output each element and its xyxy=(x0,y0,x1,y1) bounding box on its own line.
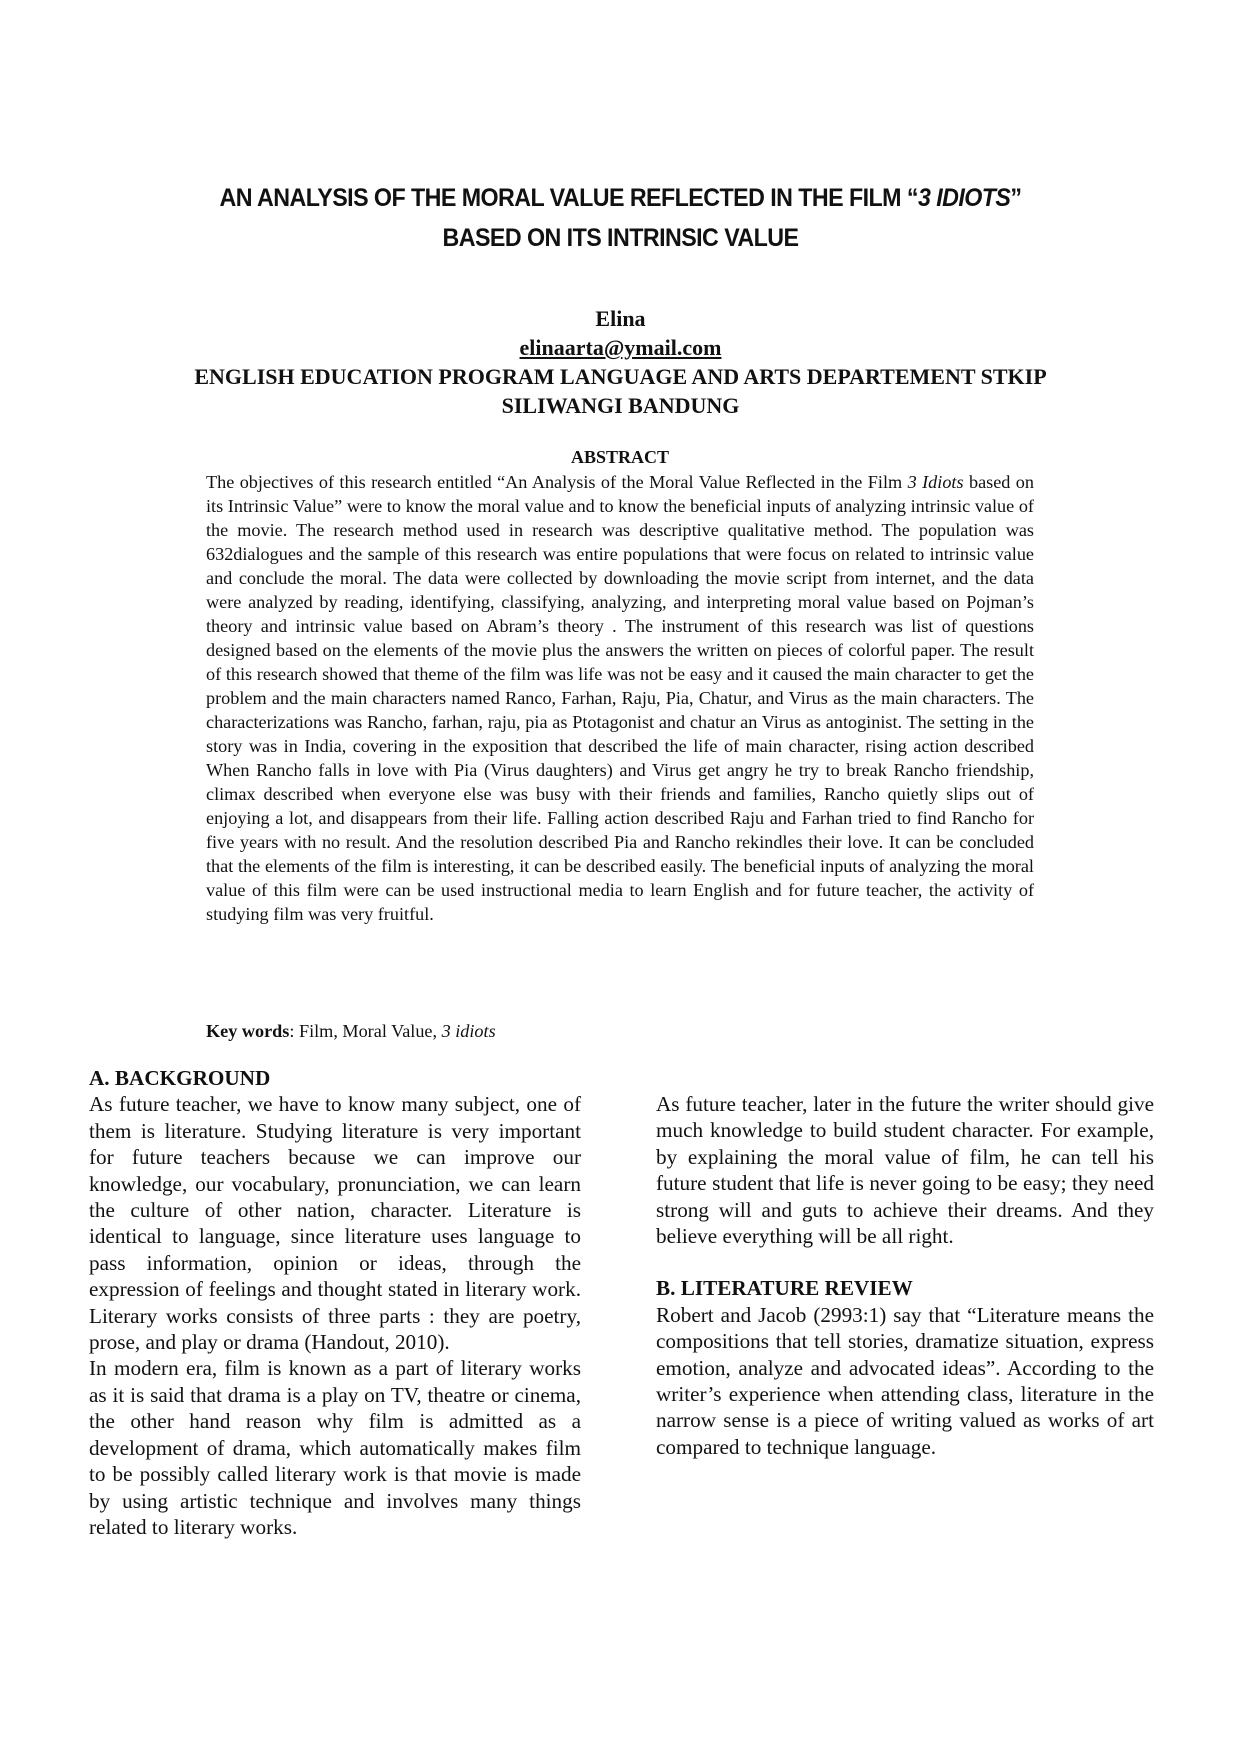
affiliation-line-1: ENGLISH EDUCATION PROGRAM LANGUAGE AND ARTS DEPARTEMENT STKIP xyxy=(194,364,1047,389)
background-paragraph-3: As future teacher, later in the future the writer should give much knowledge to build student character. For example, by explaining the moral value of film, he can tell his future student that life is never going to be easy; they need strong will and guts to achieve their dreams. And they believe everything will be all right. xyxy=(656,1092,1154,1249)
section-spacer xyxy=(656,1249,1154,1275)
title-line-2: BASED ON ITS INTRINSIC VALUE xyxy=(442,224,799,252)
abstract-heading: ABSTRACT xyxy=(570,447,670,467)
abstract-body: The objectives of this research entitled “An Analysis of the Moral Value Reflected in the Film 3 Idiots based on its Intrinsic Value” were to know the moral value and to know the beneficial inputs of analyzing intrinsic value of the movie. The research method used in research was descriptive qualitative method. The population was 632dialogues and the sample of this research was entire populations that were focus on related to intrinsic value and conclude the moral. The data were collected by downloading the movie script from internet, and the data were analyzed by reading, identifying, classifying, analyzing, and interpreting moral value based on Pojman’s theory and intrinsic value based on Abram’s theory . The instrument of this research was list of questions designed based on the elements of the movie plus the answers the written on pieces of colorful paper. The result of this research showed that theme of the film was life was not be easy and it caused the main character to get the problem and the main characters named Ranco, Farhan, Raju, Pia, Chatur, and Virus as the main characters. The characterizations was Rancho, farhan, raju, pia as Ptotagonist and chatur an Virus as antoginist. The setting in the story was in India, covering in the exposition that described the life of main character, rising action described When Rancho falls in love with Pia (Virus daughters) and Virus get angry he try to break Rancho friendship, climax described when everyone else was busy with their friends and families, Rancho quietly slips out of enjoying a lot, and disappears from their life. Falling action described Raju and Farhan tried to find Rancho for five years with no result. And the resolution described Pia and Rancho rekindles their love. It can be concluded that the elements of the film is interesting, it can be described easily. The beneficial inputs of analyzing the moral value of this film were can be used instructional media to learn English and for future teacher, the activity of studying film was very fruitful. xyxy=(206,472,1034,924)
background-paragraph-2: In modern era, film is known as a part of literary works as it is said that drama is a play on TV, theatre or cinema, the other hand reason why film is admitted as a development of drama, which automatically makes film to be possibly called literary work is that movie is made by using artistic technique and involves many things related to literary works. xyxy=(89,1356,581,1539)
literature-review-heading: B. LITERATURE REVIEW xyxy=(656,1276,913,1301)
abstract-film-name: 3 Idiots xyxy=(907,472,964,492)
author-name: Elina xyxy=(595,306,646,331)
left-column xyxy=(89,1065,581,1540)
author-email-link[interactable]: elinaarta@ymail.com xyxy=(519,335,722,360)
background-paragraph-1: As future teacher, we have to know many subject, one of them is literature. Studying literature is very important for future teachers because we can improve our knowledge, our vocabulary, pronunciation, we can learn the culture of other nation, character. Literature is identical to language, since literature uses language to pass information, opinion or ideas, through the expression of feelings and thought stated in literary work. Literary works consists of three parts : they are poetry, prose, and play or drama (Handout, 2010). xyxy=(89,1092,581,1355)
background-heading: A. BACKGROUND xyxy=(89,1066,271,1090)
literature-review-paragraph-1: Robert and Jacob (2993:1) say that “Literature means the compositions that tell stories, dramatize situation, express emotion, analyze and advocated ideas”. According to the writer’s experience when attending class, literature in the narrow sense is a piece of writing valued as works of art compared to technique language. xyxy=(656,1302,1154,1459)
title-line-1: AN ANALYSIS OF THE MORAL VALUE REFLECTED IN THE FILM “3 IDIOTS” xyxy=(219,184,1022,212)
paper-title xyxy=(136,178,1104,258)
affiliation-line-2: SILIWANGI BANDUNG xyxy=(501,393,740,418)
author-block xyxy=(80,304,1161,420)
right-column xyxy=(656,1091,1154,1460)
keywords: Key words: Film, Moral Value, 3 idiots xyxy=(206,1021,496,1041)
title-film-name: 3 IDIOTS xyxy=(917,184,1011,212)
keywords-label: Key words xyxy=(206,1021,290,1041)
